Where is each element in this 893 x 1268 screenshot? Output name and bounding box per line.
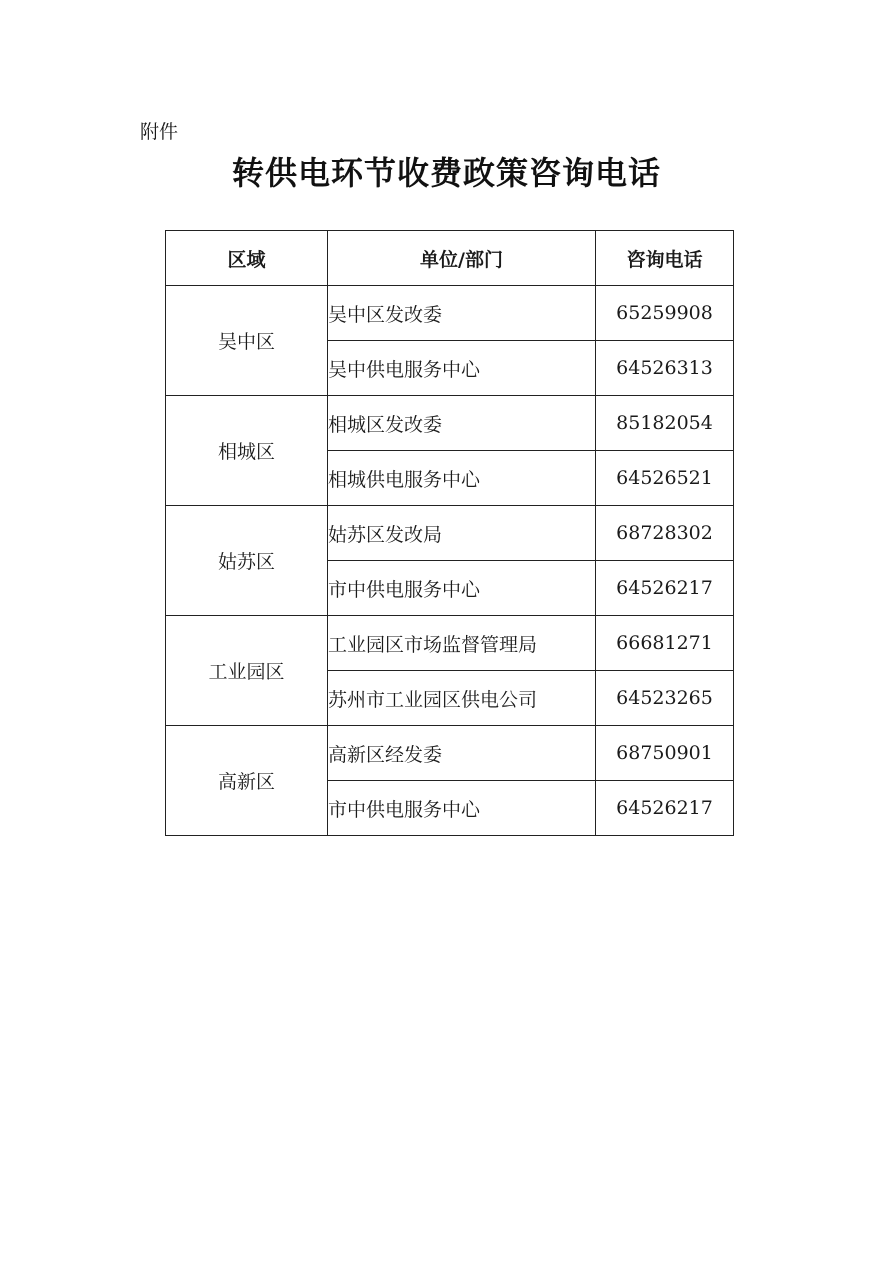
- unit-cell: 姑苏区发改局: [328, 506, 596, 561]
- phone-cell: 64523265: [596, 671, 734, 726]
- unit-cell: 市中供电服务中心: [328, 561, 596, 616]
- unit-cell: 工业园区市场监督管理局: [328, 616, 596, 671]
- unit-cell: 苏州市工业园区供电公司: [328, 671, 596, 726]
- contact-table: [165, 230, 734, 836]
- table-row: [166, 286, 734, 341]
- phone-cell: 85182054: [596, 396, 734, 451]
- phone-cell: 68728302: [596, 506, 734, 561]
- header-phone: 咨询电话: [596, 231, 734, 286]
- phone-cell: 64526217: [596, 781, 734, 836]
- header-unit: 单位/部门: [328, 231, 596, 286]
- unit-cell: 相城区发改委: [328, 396, 596, 451]
- page-title: 转供电环节收费政策咨询电话: [231, 154, 661, 192]
- region-cell: 吴中区: [166, 286, 328, 396]
- table-row: [166, 396, 734, 451]
- unit-cell: 高新区经发委: [328, 726, 596, 781]
- table-row: [166, 726, 734, 781]
- unit-cell: 吴中区发改委: [328, 286, 596, 341]
- phone-cell: 64526313: [596, 341, 734, 396]
- table-row: [166, 506, 734, 561]
- phone-cell: 64526521: [596, 451, 734, 506]
- table-header-row: [166, 231, 734, 286]
- phone-cell: 64526217: [596, 561, 734, 616]
- region-cell: 相城区: [166, 396, 328, 506]
- unit-cell: 吴中供电服务中心: [328, 341, 596, 396]
- table-row: [166, 616, 734, 671]
- annex-label: 附件: [140, 121, 179, 143]
- region-cell: 高新区: [166, 726, 328, 836]
- unit-cell: 市中供电服务中心: [328, 781, 596, 836]
- region-cell: 姑苏区: [166, 506, 328, 616]
- header-region: 区域: [166, 231, 328, 286]
- unit-cell: 相城供电服务中心: [328, 451, 596, 506]
- region-cell: 工业园区: [166, 616, 328, 726]
- phone-cell: 68750901: [596, 726, 734, 781]
- phone-cell: 66681271: [596, 616, 734, 671]
- phone-cell: 65259908: [596, 286, 734, 341]
